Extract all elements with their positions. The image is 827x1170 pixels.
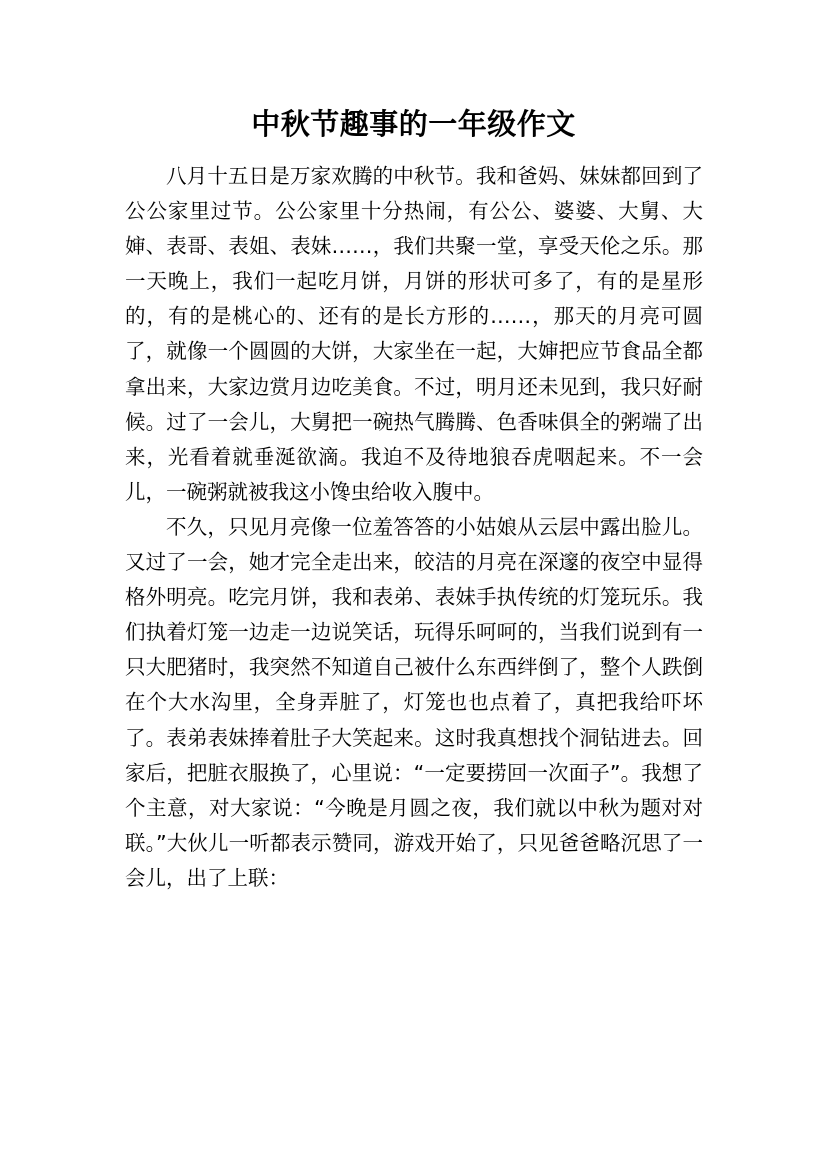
document-title: 中秋节趣事的一年级作文 <box>251 107 576 141</box>
paragraph-1: 八月十五日是万家欢腾的中秋节。我和爸妈、妹妹都回到了公公家里过节。公公家里十分热闹，有公公、婆婆、大舅、大婶、表哥、表姐、表妹……，我们共聚一堂，享受天伦之乐。那一天晚上，我们一起吃月饼，月饼的形状可多了，有的是星形的，有的是桃心的、还有的是长方形的……，那天的月亮可圆了，就像一个圆圆的大饼，大家坐在一起，大婶把应节食品全都拿出来，大家边赏月边吃美食。不过，明月还未见到，我只好耐候。过了一会儿，大舅把一碗热气腾腾、色香味俱全的粥端了出来，光看着就垂涎欲滴。我迫不及待地狼吞虎咽起来。不一会儿，一碗粥就被我这小馋虫给收入腹中。 <box>125 164 703 504</box>
document-body <box>125 159 703 896</box>
paragraph-2: 不久，只见月亮像一位羞答答的小姑娘从云层中露出脸儿。又过了一会，她才完全走出来，皎洁的月亮在深邃的夜空中显得格外明亮。吃完月饼，我和表弟、表妹手执传统的灯笼玩乐。我们执着灯笼一边走一边说笑话，玩得乐呵呵的，当我们说到有一只大肥猪时，我突然不知道自己被什么东西绊倒了，整个人跌倒在个大水沟里，全身弄脏了，灯笼也也点着了，真把我给吓坏了。表弟表妹捧着肚子大笑起来。这时我真想找个洞钻进去。回家后，把脏衣服换了，心里说：“一定要捞回一次面子”。我想了个主意，对大家说：“今晚是月圆之夜，我们就以中秋为题对对联。”大伙儿一听都表示赞同，游戏开始了，只见爸爸略沉思了一会儿，出了上联： <box>125 514 703 890</box>
